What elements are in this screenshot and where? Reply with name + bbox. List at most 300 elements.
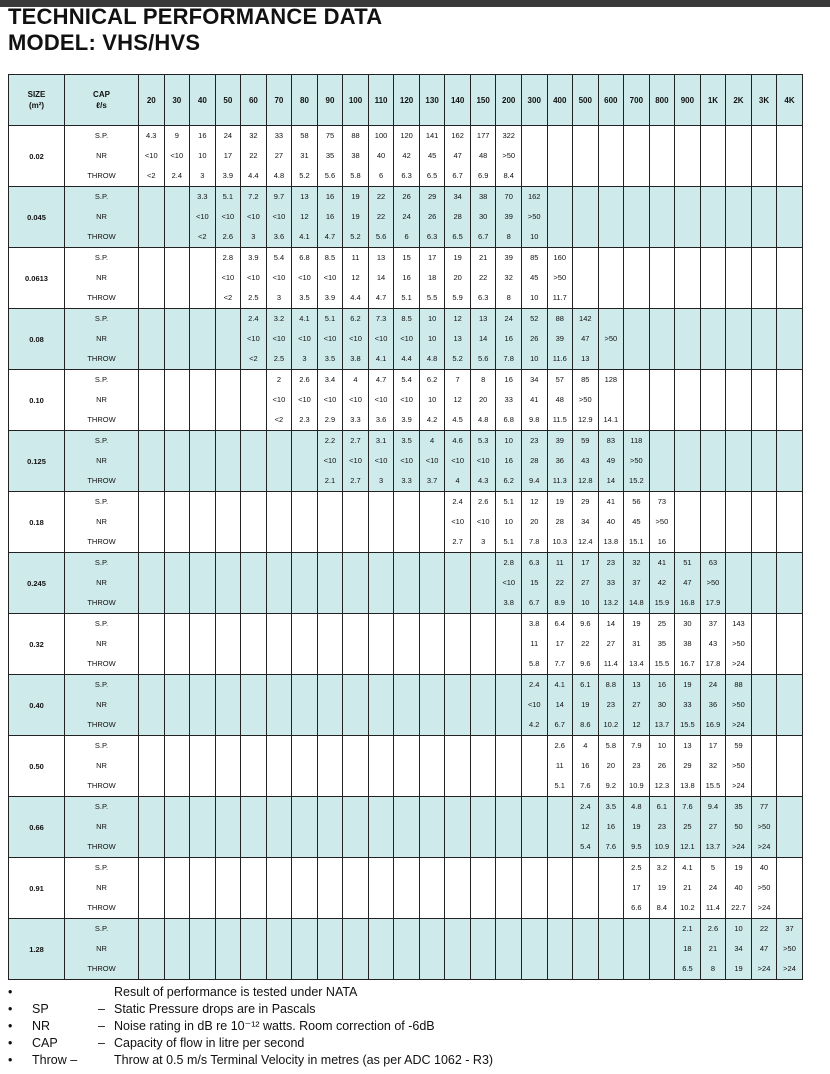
throw-value xyxy=(190,593,215,613)
table-row xyxy=(9,492,803,553)
throw-value xyxy=(675,532,700,552)
throw-value xyxy=(675,227,700,247)
sp-value: 51 xyxy=(683,558,692,567)
throw-value xyxy=(624,288,649,308)
throw-value xyxy=(139,959,164,979)
throw-value: 5.2 xyxy=(299,171,310,180)
throw-value xyxy=(292,776,317,796)
throw-value: 2.4 xyxy=(171,171,183,180)
value-cell xyxy=(343,309,369,370)
row-label: NR xyxy=(96,639,107,648)
throw-value xyxy=(496,837,521,857)
nr-value: 41 xyxy=(530,395,539,404)
value-cell xyxy=(598,492,624,553)
sp-value: 120 xyxy=(400,131,413,140)
nr-value xyxy=(394,695,419,715)
sp-value xyxy=(165,248,190,268)
sp-value xyxy=(343,492,368,512)
cap-label-cell xyxy=(65,431,139,492)
value-cell xyxy=(573,919,599,980)
nr-value xyxy=(343,634,368,654)
sp-value: 4.1 xyxy=(299,314,310,323)
throw-value: 16.8 xyxy=(680,598,695,607)
sp-value: 2.6 xyxy=(299,375,310,384)
cap-label-cell xyxy=(65,370,139,431)
nr-value xyxy=(445,817,470,837)
sp-value: 8.8 xyxy=(605,680,617,689)
throw-value: 10.3 xyxy=(552,537,568,546)
throw-value xyxy=(701,471,726,491)
value-cell xyxy=(496,736,522,797)
sp-value xyxy=(752,370,777,390)
nr-value: 39 xyxy=(555,334,564,343)
value-cell xyxy=(470,736,496,797)
sp-value xyxy=(343,736,368,756)
sp-value xyxy=(445,675,470,695)
value-cell xyxy=(139,126,165,187)
row-label: NR xyxy=(96,395,107,404)
nr-value: 47 xyxy=(581,334,590,343)
value-cell xyxy=(573,858,599,919)
nr-value: 28 xyxy=(555,517,564,526)
throw-value: 8.9 xyxy=(554,598,565,607)
size-cell: 0.18 xyxy=(9,492,65,553)
nr-value xyxy=(701,329,726,349)
value-cell xyxy=(496,675,522,736)
nr-value xyxy=(165,695,190,715)
value-cell xyxy=(164,492,190,553)
value-cell xyxy=(368,187,394,248)
nr-value xyxy=(292,756,317,776)
value-cell xyxy=(215,614,241,675)
value-cell xyxy=(164,736,190,797)
value-cell xyxy=(777,370,803,431)
throw-value: 4.8 xyxy=(273,171,285,180)
throw-value xyxy=(292,898,317,918)
sp-value: 88 xyxy=(555,314,564,323)
throw-value xyxy=(343,959,368,979)
nr-value: 47 xyxy=(453,151,462,160)
notes-list xyxy=(8,984,808,1069)
nr-value: >50 xyxy=(732,639,745,648)
nr-value xyxy=(369,817,394,837)
sp-value: 15 xyxy=(402,253,411,262)
sp-value: 12 xyxy=(530,497,539,506)
sp-value xyxy=(420,553,445,573)
flow-header-110: 110 xyxy=(368,75,394,126)
throw-value xyxy=(701,227,726,247)
value-cell xyxy=(521,858,547,919)
nr-value xyxy=(343,512,368,532)
sp-value: 19 xyxy=(453,253,462,262)
throw-value xyxy=(573,288,598,308)
sp-value xyxy=(190,614,215,634)
throw-value: 6.5 xyxy=(452,232,463,241)
value-cell xyxy=(777,309,803,370)
sp-value xyxy=(190,492,215,512)
value-cell xyxy=(675,675,701,736)
size-cell: 0.02 xyxy=(9,126,65,187)
sp-value: 9 xyxy=(174,131,179,140)
nr-value: >50 xyxy=(527,212,541,221)
throw-value: 2.6 xyxy=(222,232,234,241)
value-cell xyxy=(190,553,216,614)
throw-value xyxy=(165,959,190,979)
sp-value: 143 xyxy=(732,619,745,628)
note-term: Throw – xyxy=(32,1053,78,1067)
throw-value: 4.8 xyxy=(477,415,489,424)
value-cell xyxy=(547,675,573,736)
nr-value xyxy=(548,146,573,166)
value-cell xyxy=(573,614,599,675)
value-cell xyxy=(547,736,573,797)
value-cell xyxy=(317,675,343,736)
cap-label-cell xyxy=(65,492,139,553)
throw-value xyxy=(165,349,190,369)
throw-value xyxy=(318,532,343,552)
throw-value: 6.5 xyxy=(426,171,438,180)
throw-value xyxy=(165,593,190,613)
throw-value: 11.6 xyxy=(552,354,567,363)
row-label: THROW xyxy=(87,598,116,607)
value-cell xyxy=(241,614,267,675)
sp-value xyxy=(369,492,394,512)
sp-value xyxy=(369,675,394,695)
sp-value xyxy=(267,614,292,634)
value-cell xyxy=(521,492,547,553)
value-cell xyxy=(139,858,165,919)
sp-value: 37 xyxy=(785,924,794,933)
nr-value xyxy=(139,756,164,776)
nr-value: <10 xyxy=(451,517,464,526)
nr-value: 20 xyxy=(530,517,539,526)
nr-value: 20 xyxy=(453,273,462,282)
nr-value xyxy=(216,695,241,715)
sp-value xyxy=(165,736,190,756)
size-cell: 0.91 xyxy=(9,858,65,919)
nr-value xyxy=(139,390,164,410)
nr-value xyxy=(139,207,164,227)
sp-value xyxy=(190,919,215,939)
throw-value: 3 xyxy=(276,293,281,302)
value-cell xyxy=(726,614,752,675)
nr-value: 10 xyxy=(198,151,207,160)
throw-value xyxy=(420,593,445,613)
sp-value xyxy=(777,675,802,695)
value-cell xyxy=(777,187,803,248)
value-cell xyxy=(547,797,573,858)
value-cell xyxy=(445,492,471,553)
nr-value: 15 xyxy=(530,578,539,587)
nr-value xyxy=(573,268,598,288)
sp-value: 13 xyxy=(683,741,692,750)
cap-label-cell xyxy=(65,553,139,614)
nr-value xyxy=(292,512,317,532)
throw-value: 15.5 xyxy=(705,781,721,790)
nr-value xyxy=(190,695,215,715)
nr-value xyxy=(241,817,266,837)
throw-value: 19 xyxy=(734,964,743,973)
value-cell xyxy=(496,492,522,553)
cap-label-cell xyxy=(65,919,139,980)
sp-value xyxy=(573,248,598,268)
nr-value xyxy=(394,634,419,654)
nr-value xyxy=(496,695,521,715)
size-cell: 0.125 xyxy=(9,431,65,492)
flow-header-500: 500 xyxy=(573,75,599,126)
throw-value: 12.3 xyxy=(654,781,670,790)
value-cell xyxy=(190,797,216,858)
throw-value: 4.5 xyxy=(452,415,463,424)
sp-value xyxy=(318,553,343,573)
sp-value xyxy=(267,919,292,939)
value-cell xyxy=(368,553,394,614)
nr-value xyxy=(548,878,573,898)
sp-value xyxy=(471,553,496,573)
flow-header-130: 130 xyxy=(419,75,445,126)
throw-value: 9.4 xyxy=(529,476,540,485)
sp-value xyxy=(548,858,573,878)
value-cell xyxy=(573,675,599,736)
value-cell xyxy=(726,858,752,919)
nr-value xyxy=(445,939,470,959)
throw-value xyxy=(165,715,190,735)
throw-value xyxy=(675,471,700,491)
value-cell xyxy=(777,736,803,797)
nr-value xyxy=(777,878,802,898)
nr-value xyxy=(394,573,419,593)
value-cell xyxy=(139,614,165,675)
value-cell xyxy=(470,675,496,736)
throw-value xyxy=(267,837,292,857)
nr-value xyxy=(139,573,164,593)
row-label: THROW xyxy=(87,415,116,424)
value-cell xyxy=(139,492,165,553)
cap-header-label: CAP xyxy=(93,90,110,99)
value-cell xyxy=(521,126,547,187)
throw-value xyxy=(752,166,777,186)
throw-value: 3.5 xyxy=(324,354,336,363)
sp-value xyxy=(701,370,726,390)
value-cell xyxy=(343,126,369,187)
nr-value xyxy=(752,695,777,715)
value-cell xyxy=(419,309,445,370)
nr-value xyxy=(726,268,751,288)
throw-value xyxy=(445,776,470,796)
nr-value xyxy=(241,390,266,410)
note-dash: – xyxy=(98,1036,105,1050)
throw-value xyxy=(777,898,802,918)
nr-value: 40 xyxy=(376,151,386,160)
throw-value xyxy=(165,532,190,552)
throw-value xyxy=(241,471,266,491)
throw-value: 13.7 xyxy=(654,720,670,729)
throw-value: 11.4 xyxy=(603,659,618,668)
nr-value: 43 xyxy=(708,639,718,648)
value-cell xyxy=(624,675,650,736)
throw-value xyxy=(675,410,700,430)
sp-value xyxy=(471,675,496,695)
nr-value: 10 xyxy=(427,395,437,404)
throw-value xyxy=(292,593,317,613)
sp-value xyxy=(522,736,547,756)
sp-value xyxy=(394,553,419,573)
sp-value: 6.4 xyxy=(554,619,565,628)
value-cell xyxy=(496,187,522,248)
sp-value: 5.4 xyxy=(401,375,412,384)
sp-value: 7.9 xyxy=(631,741,642,750)
value-cell xyxy=(751,614,777,675)
sp-value xyxy=(445,736,470,756)
throw-value xyxy=(445,837,470,857)
sp-value xyxy=(165,309,190,329)
sp-value: 29 xyxy=(427,192,437,201)
throw-value: 5.1 xyxy=(554,781,565,790)
nr-value xyxy=(752,451,777,471)
sp-value xyxy=(318,797,343,817)
throw-value: 3.6 xyxy=(273,232,285,241)
sp-value: 29 xyxy=(581,497,590,506)
sp-value xyxy=(675,248,700,268)
throw-value: 10.9 xyxy=(629,781,644,790)
value-cell xyxy=(164,370,190,431)
nr-value xyxy=(190,573,215,593)
nr-value xyxy=(241,756,266,776)
sp-value xyxy=(471,797,496,817)
throw-value xyxy=(471,959,496,979)
sp-value: 24 xyxy=(223,131,233,140)
value-cell xyxy=(496,858,522,919)
nr-value xyxy=(445,695,470,715)
value-cell xyxy=(190,126,216,187)
throw-value xyxy=(599,166,624,186)
throw-value: 6.7 xyxy=(529,598,540,607)
nr-value: 16 xyxy=(504,456,513,465)
throw-value: 15.5 xyxy=(654,659,670,668)
sp-value: 24 xyxy=(504,314,513,323)
throw-value xyxy=(241,532,266,552)
throw-value xyxy=(726,410,751,430)
value-cell xyxy=(470,614,496,675)
nr-value xyxy=(267,634,292,654)
nr-value: <10 xyxy=(374,395,388,404)
sp-value xyxy=(650,370,675,390)
value-cell xyxy=(751,309,777,370)
throw-value xyxy=(752,288,777,308)
nr-value xyxy=(777,695,802,715)
sp-value xyxy=(318,492,343,512)
value-cell xyxy=(573,309,599,370)
value-cell xyxy=(521,736,547,797)
sp-value: 16 xyxy=(198,131,207,140)
throw-value: 8.4 xyxy=(503,171,514,180)
throw-value xyxy=(369,837,394,857)
flow-header-100: 100 xyxy=(343,75,369,126)
value-cell xyxy=(624,614,650,675)
flow-header-200: 200 xyxy=(496,75,522,126)
throw-value xyxy=(216,410,241,430)
nr-value: <10 xyxy=(527,700,541,709)
throw-value: 3.9 xyxy=(324,293,336,302)
nr-value xyxy=(292,451,317,471)
nr-value xyxy=(548,817,573,837)
sp-value: 3.2 xyxy=(273,314,285,323)
nr-value xyxy=(650,146,675,166)
value-cell xyxy=(394,248,420,309)
value-cell xyxy=(675,431,701,492)
throw-value xyxy=(445,898,470,918)
table-row xyxy=(9,614,803,675)
sp-value: 85 xyxy=(581,375,590,384)
nr-value xyxy=(216,817,241,837)
nr-value: <10 xyxy=(247,212,260,221)
nr-value xyxy=(394,756,419,776)
nr-value xyxy=(777,817,802,837)
sp-value xyxy=(752,675,777,695)
nr-value xyxy=(522,939,547,959)
throw-value xyxy=(394,837,419,857)
throw-value xyxy=(394,532,419,552)
value-cell xyxy=(266,736,292,797)
value-cell xyxy=(292,553,318,614)
throw-value: 5.2 xyxy=(452,354,463,363)
throw-value: 5.6 xyxy=(375,232,387,241)
throw-value xyxy=(267,593,292,613)
throw-value xyxy=(165,776,190,796)
sp-value xyxy=(216,492,241,512)
throw-value: 6.3 xyxy=(477,293,489,302)
sp-value xyxy=(139,553,164,573)
nr-value xyxy=(752,634,777,654)
throw-value: 4 xyxy=(455,476,460,485)
value-cell xyxy=(368,797,394,858)
sp-value: 3.8 xyxy=(529,619,540,628)
throw-value xyxy=(190,776,215,796)
throw-value: 6.8 xyxy=(503,415,514,424)
nr-value xyxy=(522,146,547,166)
note-text: Noise rating in dB re 10⁻¹² watts. Room correction of -6dB xyxy=(114,1019,435,1033)
throw-value: 7.8 xyxy=(503,354,514,363)
sp-value xyxy=(624,370,649,390)
sp-value: 14 xyxy=(606,619,615,628)
sp-value xyxy=(241,431,266,451)
value-cell xyxy=(241,736,267,797)
value-cell xyxy=(190,675,216,736)
throw-value: 17.9 xyxy=(705,598,721,607)
cap-label-cell xyxy=(65,248,139,309)
sp-value xyxy=(420,858,445,878)
sp-value: 7.3 xyxy=(375,314,387,323)
nr-value xyxy=(752,268,777,288)
row-label: S.P. xyxy=(94,253,109,262)
value-cell xyxy=(751,126,777,187)
row-label: THROW xyxy=(87,232,116,241)
throw-value xyxy=(471,776,496,796)
sp-value: 23 xyxy=(530,436,539,445)
sp-value xyxy=(675,370,700,390)
nr-value xyxy=(267,756,292,776)
sp-value: 40 xyxy=(759,863,769,872)
throw-value xyxy=(752,410,777,430)
table-row xyxy=(9,675,803,736)
value-cell xyxy=(215,919,241,980)
nr-value xyxy=(139,512,164,532)
value-cell xyxy=(343,675,369,736)
row-label: NR xyxy=(96,761,107,770)
throw-value: 9.6 xyxy=(580,659,591,668)
sp-value: 141 xyxy=(425,131,439,140)
nr-value: 33 xyxy=(606,578,615,587)
